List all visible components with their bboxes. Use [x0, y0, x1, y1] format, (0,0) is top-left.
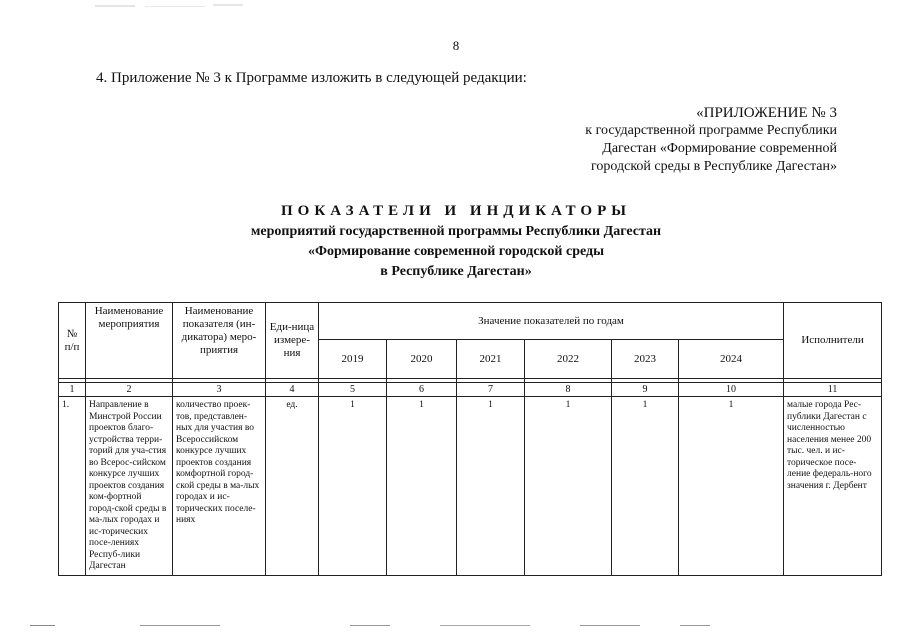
header-event: Наименование мероприятия [86, 303, 173, 379]
header-year: 2022 [525, 340, 612, 379]
appendix-line: Дагестан «Формирование современной [602, 141, 837, 156]
column-number: 7 [457, 383, 525, 397]
appendix-line: городской среды в Республике Дагестан» [591, 159, 837, 174]
page-number: 8 [452, 38, 460, 53]
header-year: 2019 [319, 340, 387, 379]
header-year: 2023 [612, 340, 679, 379]
column-number: 6 [387, 383, 457, 397]
scan-artifact [20, 622, 890, 630]
header-performers: Исполнители [784, 303, 882, 379]
cell-performers: малые города Рес-публики Дагестан с численностью населения менее 200 тыс. чел. и ис-торическое посе-ление федераль-ного значения г. Дербент [784, 397, 882, 576]
column-number-row [59, 383, 882, 397]
cell-value: 1 [457, 397, 525, 576]
column-number: 8 [525, 383, 612, 397]
column-number: 10 [679, 383, 784, 397]
header-num: № п/п [59, 303, 86, 379]
heading-subtitle: мероприятий государственной программы Республики Дагестан [250, 224, 662, 239]
cell-indicator: количество проек-тов, представлен-ных для участия во Всероссийском конкурсе лучших проектов создания комфортной город-ской среды в ма-лых городах и ис-торических поселе-ниях [173, 397, 266, 576]
cell-value: 1 [319, 397, 387, 576]
appendix-block [585, 104, 837, 176]
document-heading [0, 200, 912, 282]
cell-event: Направление в Минстрой России проектов благо-устройства терри-торий для уча-стия во Всерос-сийском конкурсе лучших проектов создания ком-фортной город-ской среды в ма-лых городах и ис-торических посе-лениях Респуб-лики Дагестан [86, 397, 173, 576]
column-number: 2 [86, 383, 173, 397]
column-number: 5 [319, 383, 387, 397]
column-number: 4 [266, 383, 319, 397]
cell-value: 1 [612, 397, 679, 576]
heading-title: ПОКАЗАТЕЛИ И ИНДИКАТОРЫ [280, 203, 631, 219]
column-number: 3 [173, 383, 266, 397]
column-number: 1 [59, 383, 86, 397]
heading-subtitle: в Республике Дагестан» [380, 264, 532, 279]
scan-artifact [95, 2, 245, 12]
appendix-line: к государственной программе Республики [585, 123, 837, 138]
appendix-title: «ПРИЛОЖЕНИЕ № 3 [696, 105, 837, 121]
table-row [59, 397, 882, 576]
header-year: 2020 [387, 340, 457, 379]
cell-value: 1 [679, 397, 784, 576]
indicators-table [58, 302, 882, 576]
cell-num: 1. [59, 397, 86, 576]
cell-value: 1 [525, 397, 612, 576]
header-unit: Еди-ница измере-ния [266, 303, 319, 379]
header-values-by-year: Значение показателей по годам [319, 303, 784, 340]
cell-value: 1 [387, 397, 457, 576]
header-indicator: Наименование показателя (ин-дикатора) меро-приятия [173, 303, 266, 379]
lead-paragraph: 4. Приложение № 3 к Программе изложить в следующей редакции: [96, 70, 527, 86]
table-header-row [59, 303, 882, 340]
cell-unit: ед. [266, 397, 319, 576]
column-number: 9 [612, 383, 679, 397]
header-year: 2024 [679, 340, 784, 379]
heading-subtitle: «Формирование современной городской среды [307, 244, 605, 259]
column-number: 11 [784, 383, 882, 397]
header-year: 2021 [457, 340, 525, 379]
